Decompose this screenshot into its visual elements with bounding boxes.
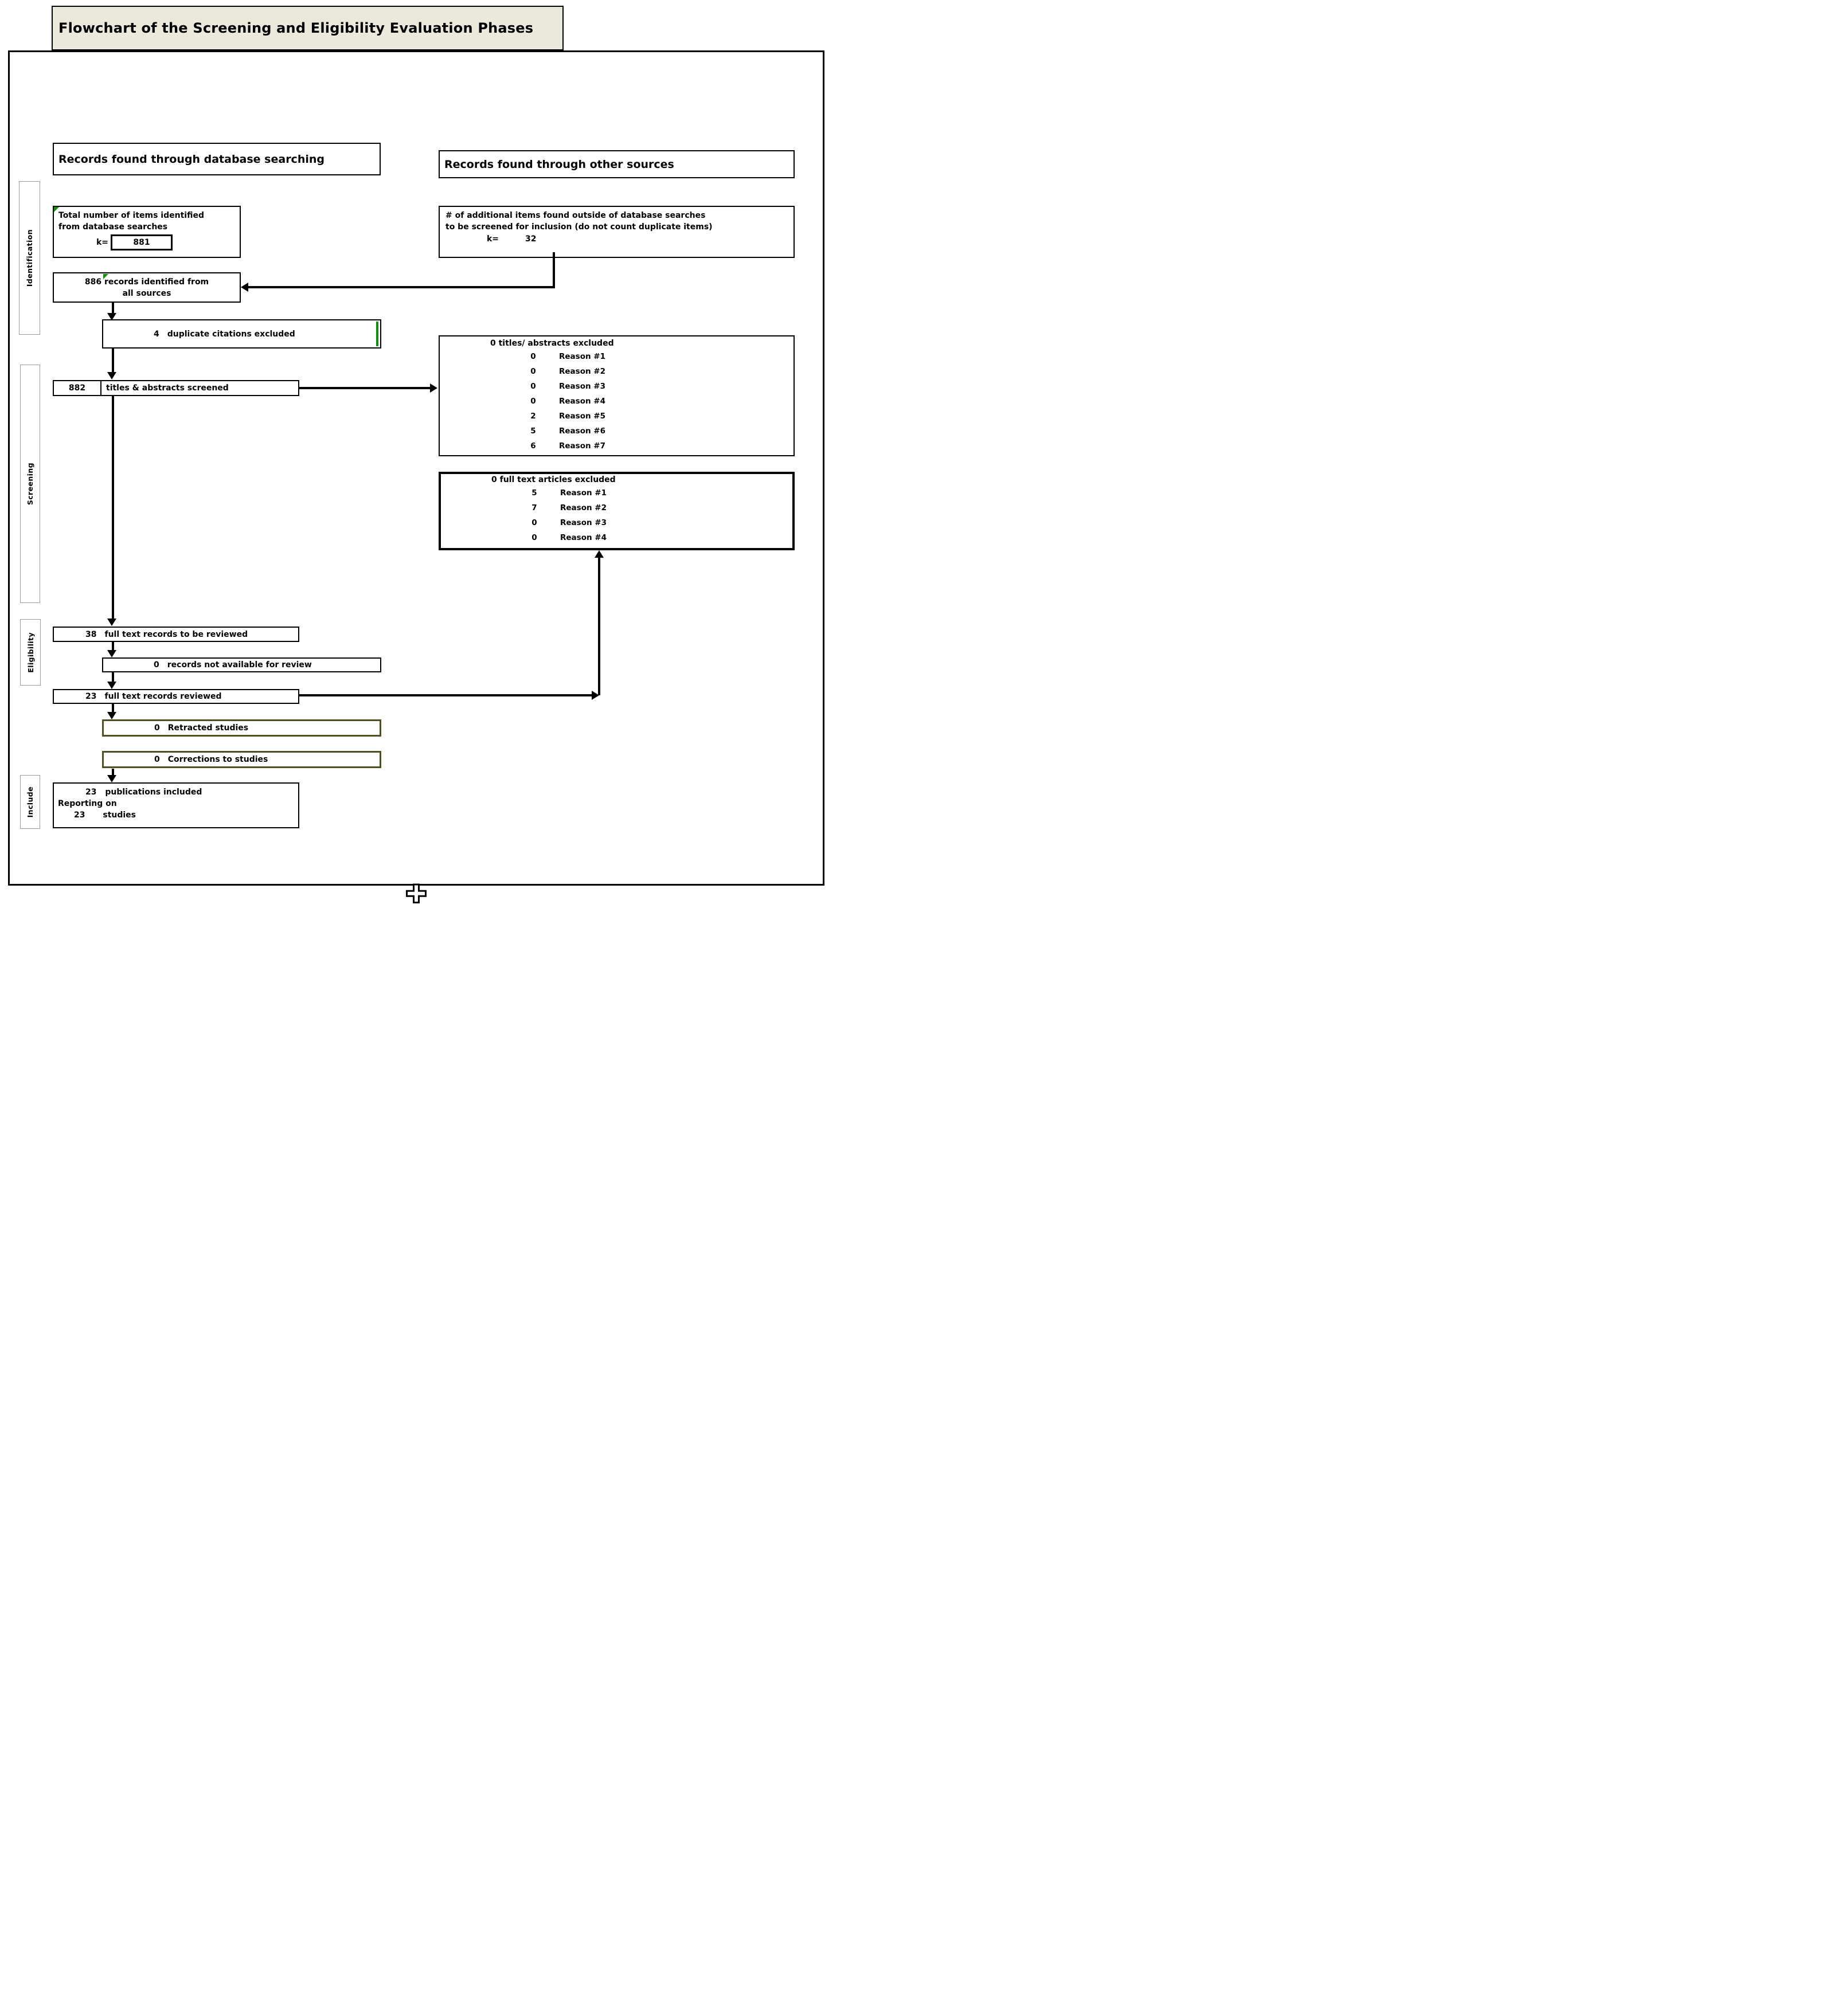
arrowhead-down-icon — [107, 712, 116, 719]
excluded-row — [440, 349, 794, 364]
header-other-sources-label: Records found through other sources — [444, 158, 674, 171]
included-text2: studies — [103, 811, 136, 820]
excluded-reason: Reason #2 — [559, 367, 605, 376]
connector-other-hline — [248, 286, 555, 288]
phase-identification — [19, 181, 40, 335]
duplicates-text: duplicate citations excluded — [167, 329, 295, 339]
phase-screening-label: Screening — [26, 462, 34, 506]
excluded-reason: Reason #3 — [559, 382, 605, 391]
excluded-row — [441, 515, 792, 530]
arrow-review-notavailable-line — [112, 642, 114, 651]
header-database — [53, 143, 381, 175]
phase-eligibility — [20, 619, 41, 686]
excluded-reason: Reason #1 — [560, 488, 607, 498]
plus-cursor-icon — [405, 883, 428, 903]
excluded-reason: Reason #1 — [559, 352, 605, 361]
box-corrections — [102, 751, 381, 768]
titles-screened-text: titles & abstracts screened — [106, 383, 229, 393]
fulltext-to-review-text: full text records to be reviewed — [104, 629, 248, 639]
corrections-count: 0 — [154, 755, 160, 764]
excluded-count: 5 — [531, 488, 537, 498]
excluded-row — [441, 530, 792, 545]
arrowhead-down-icon — [107, 682, 116, 689]
other-total-line2: to be screened for inclusion (do not count duplicate items) — [445, 222, 713, 232]
k-value-field[interactable]: 881 — [111, 234, 173, 250]
corrections-text: Corrections to studies — [167, 755, 268, 764]
title-box — [52, 6, 564, 50]
included-count: 23 — [85, 788, 97, 797]
excluded-count: 0 — [530, 382, 536, 391]
arrowhead-left-icon — [241, 283, 248, 292]
included-count2: 23 — [74, 811, 85, 820]
arrowhead-down-icon — [107, 775, 116, 782]
box-titles-screened — [53, 380, 299, 396]
arrowhead-right-icon — [430, 383, 437, 393]
box-fulltext-excluded — [439, 472, 795, 550]
arrow-screened-excluded-line — [299, 387, 432, 389]
not-available-count: 0 — [154, 660, 159, 670]
other-total-line1: # of additional items found outside of database searches — [445, 211, 706, 220]
fulltext-reviewed-count: 23 — [85, 692, 97, 701]
arrowhead-down-icon — [107, 618, 116, 626]
flowchart-canvas — [0, 0, 834, 917]
all-sources-text1: records identified from — [104, 277, 209, 287]
retracted-text: Retracted studies — [167, 723, 249, 733]
excluded-count: 0 — [531, 518, 537, 527]
header-database-label: Records found through database searching — [58, 152, 325, 166]
arrowhead-down-icon — [107, 372, 116, 379]
included-line2: Reporting on — [58, 799, 117, 808]
arrow-reviewed-up-line — [598, 557, 600, 695]
box-titles-excluded — [439, 335, 795, 456]
excluded-reason: Reason #6 — [559, 426, 605, 436]
excluded-row — [441, 486, 792, 500]
arrow-screened-review-line — [112, 396, 114, 619]
excluded-row — [440, 394, 794, 409]
excluded-count: 0 — [530, 367, 536, 376]
excluded-reason: Reason #5 — [559, 412, 605, 421]
titles-excluded-title: 0 titles/ abstracts excluded — [490, 339, 614, 348]
excluded-row — [440, 439, 794, 453]
fulltext-reviewed-text: full text records reviewed — [104, 692, 222, 701]
fulltext-excluded-title: 0 full text articles excluded — [491, 475, 616, 484]
retracted-count: 0 — [154, 723, 160, 733]
connector-other-vline — [553, 252, 555, 288]
green-bar-marker — [376, 322, 378, 346]
header-other-sources — [439, 150, 795, 178]
excluded-row — [440, 424, 794, 439]
box-included — [53, 782, 299, 828]
box-fulltext-reviewed — [53, 689, 299, 704]
box-not-available — [102, 657, 381, 672]
box-duplicates — [102, 319, 381, 349]
excluded-count: 5 — [530, 426, 536, 436]
excluded-row — [440, 364, 794, 379]
k-label: k= — [487, 234, 499, 244]
fulltext-to-review-count: 38 — [85, 629, 97, 639]
k-value: 32 — [525, 234, 537, 244]
box-all-sources — [53, 272, 241, 303]
phase-include — [20, 775, 40, 829]
titles-screened-count: 882 — [54, 381, 101, 395]
arrowhead-down-icon — [107, 650, 116, 657]
db-total-line2: from database searches — [58, 222, 168, 232]
box-other-total — [439, 206, 795, 258]
arrow-notavailable-reviewed-line — [112, 672, 114, 682]
excluded-row — [441, 500, 792, 515]
db-total-line1: Total number of items identified — [58, 211, 204, 220]
excluded-reason: Reason #2 — [560, 503, 607, 512]
excluded-count: 0 — [530, 352, 536, 361]
excluded-count: 6 — [530, 441, 536, 451]
comment-marker-icon — [103, 274, 108, 279]
phase-eligibility-label: Eligibility — [26, 632, 35, 673]
phase-include-label: Include — [26, 786, 34, 818]
all-sources-count: 886 — [84, 277, 102, 287]
arrow-duplicates-screened-line — [112, 349, 114, 373]
arrowhead-up-icon — [595, 550, 604, 558]
box-retracted — [102, 719, 381, 737]
box-fulltext-to-review — [53, 627, 299, 642]
duplicates-count: 4 — [154, 329, 159, 339]
excluded-count: 2 — [530, 412, 536, 421]
included-text: publications included — [105, 788, 202, 797]
arrow-allsources-duplicates-line — [112, 303, 114, 314]
k-label: k= — [96, 238, 109, 247]
arrow-reviewed-right-line — [299, 694, 594, 696]
excluded-count: 7 — [531, 503, 537, 512]
phase-identification-label: Identification — [25, 229, 34, 287]
arrow-reviewed-retracted-line — [112, 704, 114, 713]
excluded-reason: Reason #7 — [559, 441, 605, 451]
excluded-count: 0 — [531, 533, 537, 542]
excluded-reason: Reason #4 — [559, 397, 605, 406]
not-available-text: records not available for review — [167, 660, 312, 670]
excluded-reason: Reason #4 — [560, 533, 607, 542]
comment-marker-icon — [54, 207, 59, 212]
page-title: Flowchart of the Screening and Eligibility Evaluation Phases — [58, 20, 534, 36]
excluded-row — [440, 379, 794, 394]
excluded-reason: Reason #3 — [560, 518, 607, 527]
phase-screening — [20, 365, 40, 603]
excluded-count: 0 — [530, 397, 536, 406]
box-db-total — [53, 206, 241, 258]
excluded-row — [440, 409, 794, 424]
all-sources-text2: all sources — [122, 289, 171, 298]
